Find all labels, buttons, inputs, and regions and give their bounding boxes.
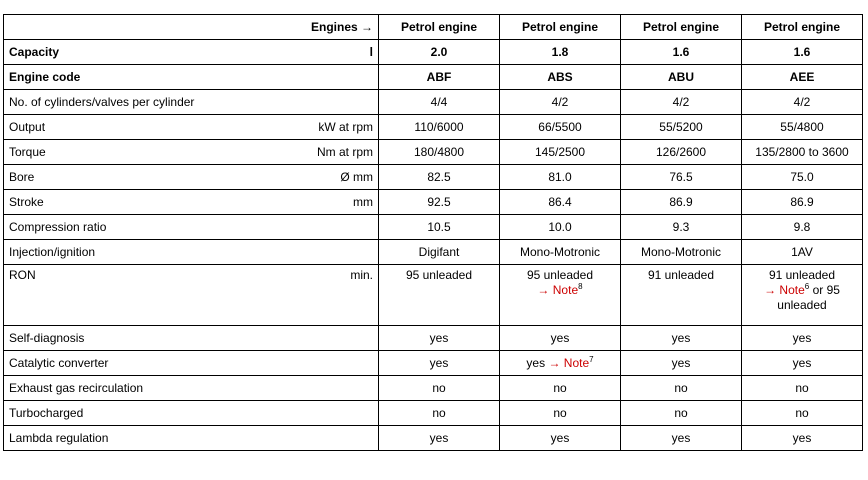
table-row xyxy=(4,426,863,451)
table-cell: 9.8 xyxy=(742,215,863,240)
row-label: Lambda regulation xyxy=(9,430,109,445)
note-ref: 6 xyxy=(804,282,810,291)
row-label: Engine code xyxy=(9,69,81,84)
table-cell xyxy=(742,265,863,326)
table-cell: 126/2600 xyxy=(621,140,742,165)
table-row xyxy=(4,265,863,326)
table-cell: 55/4800 xyxy=(742,115,863,140)
row-label: Capacity xyxy=(9,44,60,59)
row-label: Exhaust gas recirculation xyxy=(9,380,144,395)
table-row xyxy=(4,65,863,90)
table-cell: 82.5 xyxy=(379,165,500,190)
table-cell: 1.6 xyxy=(742,40,863,65)
table-cell: Mono-Motronic xyxy=(500,240,621,265)
note-link xyxy=(764,283,805,297)
note-link xyxy=(548,356,589,370)
row-label: No. of cylinders/valves per cylinder xyxy=(9,94,195,109)
table-row xyxy=(4,40,863,65)
table-cell: Digifant xyxy=(379,240,500,265)
table-cell: 1AV xyxy=(742,240,863,265)
table-cell: 110/6000 xyxy=(379,115,500,140)
header-col-abf: Petrol engine xyxy=(379,15,500,40)
table-cell: no xyxy=(621,376,742,401)
table-cell xyxy=(500,351,621,376)
table-row xyxy=(4,190,863,215)
row-unit: min. xyxy=(350,268,373,282)
table-cell: ABS xyxy=(500,65,621,90)
note-label: Note xyxy=(563,355,590,370)
header-label: Engines → xyxy=(4,15,379,40)
table-row xyxy=(4,115,863,140)
table-cell: yes xyxy=(500,426,621,451)
table-row xyxy=(4,215,863,240)
row-unit: l xyxy=(369,44,373,59)
table-cell: 4/4 xyxy=(379,90,500,115)
ron-value: 95 unleaded xyxy=(526,268,594,282)
arrow-icon: → xyxy=(537,283,550,297)
table-cell: yes xyxy=(621,326,742,351)
table-cell: yes xyxy=(742,426,863,451)
table-cell: 10.5 xyxy=(379,215,500,240)
row-label: Injection/ignition xyxy=(9,244,96,259)
row-label: Self-diagnosis xyxy=(9,330,85,345)
row-label: Catalytic converter xyxy=(9,355,109,370)
table-row xyxy=(4,165,863,190)
table-cell: yes xyxy=(621,426,742,451)
header-row xyxy=(4,15,863,40)
table-cell: 76.5 xyxy=(621,165,742,190)
row-unit: kW at rpm xyxy=(318,119,373,134)
table-cell: 86.4 xyxy=(500,190,621,215)
row-label: Output xyxy=(9,119,46,134)
note-ref: 8 xyxy=(578,282,583,291)
table-cell: 1.6 xyxy=(621,40,742,65)
table-cell: ABF xyxy=(379,65,500,90)
table-cell: yes xyxy=(621,351,742,376)
ron-value: 91 unleaded xyxy=(768,268,836,282)
table-cell: yes xyxy=(379,326,500,351)
table-cell: yes xyxy=(742,326,863,351)
header-col-abs: Petrol engine xyxy=(500,15,621,40)
table-cell: 9.3 xyxy=(621,215,742,240)
row-label: Bore xyxy=(9,169,35,184)
table-cell: 66/5500 xyxy=(500,115,621,140)
row-unit: Nm at rpm xyxy=(316,144,373,159)
table-row xyxy=(4,326,863,351)
table-cell: no xyxy=(500,401,621,426)
row-label: Turbocharged xyxy=(9,405,84,420)
table-cell: yes xyxy=(379,426,500,451)
note-link xyxy=(537,283,578,297)
table-cell: 4/2 xyxy=(500,90,621,115)
table-cell: no xyxy=(379,376,500,401)
table-cell: yes xyxy=(742,351,863,376)
table-cell: 4/2 xyxy=(621,90,742,115)
row-label: Compression ratio xyxy=(9,219,107,234)
table-cell: 81.0 xyxy=(500,165,621,190)
row-label: RON xyxy=(9,268,36,282)
row-unit: mm xyxy=(353,194,373,209)
table-row xyxy=(4,90,863,115)
table-cell: 86.9 xyxy=(621,190,742,215)
note-label: Note xyxy=(779,283,805,297)
table-cell: 145/2500 xyxy=(500,140,621,165)
arrow-icon: → xyxy=(764,283,777,297)
table-cell: 10.0 xyxy=(500,215,621,240)
table-cell: no xyxy=(742,401,863,426)
table-cell: Mono-Motronic xyxy=(621,240,742,265)
table-cell: 86.9 xyxy=(742,190,863,215)
table-cell: 4/2 xyxy=(742,90,863,115)
engine-spec-table xyxy=(3,14,863,451)
table-row xyxy=(4,240,863,265)
table-cell: 1.8 xyxy=(500,40,621,65)
table-cell: 2.0 xyxy=(379,40,500,65)
table-cell: AEE xyxy=(742,65,863,90)
table-cell: 75.0 xyxy=(742,165,863,190)
table-cell: no xyxy=(742,376,863,401)
table-row xyxy=(4,140,863,165)
row-label: Torque xyxy=(9,144,46,159)
table-cell: no xyxy=(379,401,500,426)
table-cell xyxy=(500,265,621,326)
header-col-aee: Petrol engine xyxy=(742,15,863,40)
table-cell: no xyxy=(621,401,742,426)
table-cell: 55/5200 xyxy=(621,115,742,140)
table-cell: 135/2800 to 3600 xyxy=(742,140,863,165)
table-row xyxy=(4,376,863,401)
table-cell: yes xyxy=(500,326,621,351)
table-cell: 92.5 xyxy=(379,190,500,215)
table-cell: 91 unleaded xyxy=(621,265,742,326)
table-cell: 180/4800 xyxy=(379,140,500,165)
row-label: Stroke xyxy=(9,194,44,209)
table-cell: yes xyxy=(379,351,500,376)
table-row xyxy=(4,401,863,426)
row-unit: Ø mm xyxy=(340,169,373,184)
cat-value: yes xyxy=(526,355,546,370)
note-ref: 7 xyxy=(589,354,594,364)
arrow-icon: → xyxy=(548,355,561,370)
note-suffix: or 95 unleaded xyxy=(777,283,840,312)
table-cell: no xyxy=(500,376,621,401)
table-cell: 95 unleaded xyxy=(379,265,500,326)
table-row xyxy=(4,351,863,376)
table-cell: ABU xyxy=(621,65,742,90)
note-label: Note xyxy=(552,283,579,297)
header-col-abu: Petrol engine xyxy=(621,15,742,40)
